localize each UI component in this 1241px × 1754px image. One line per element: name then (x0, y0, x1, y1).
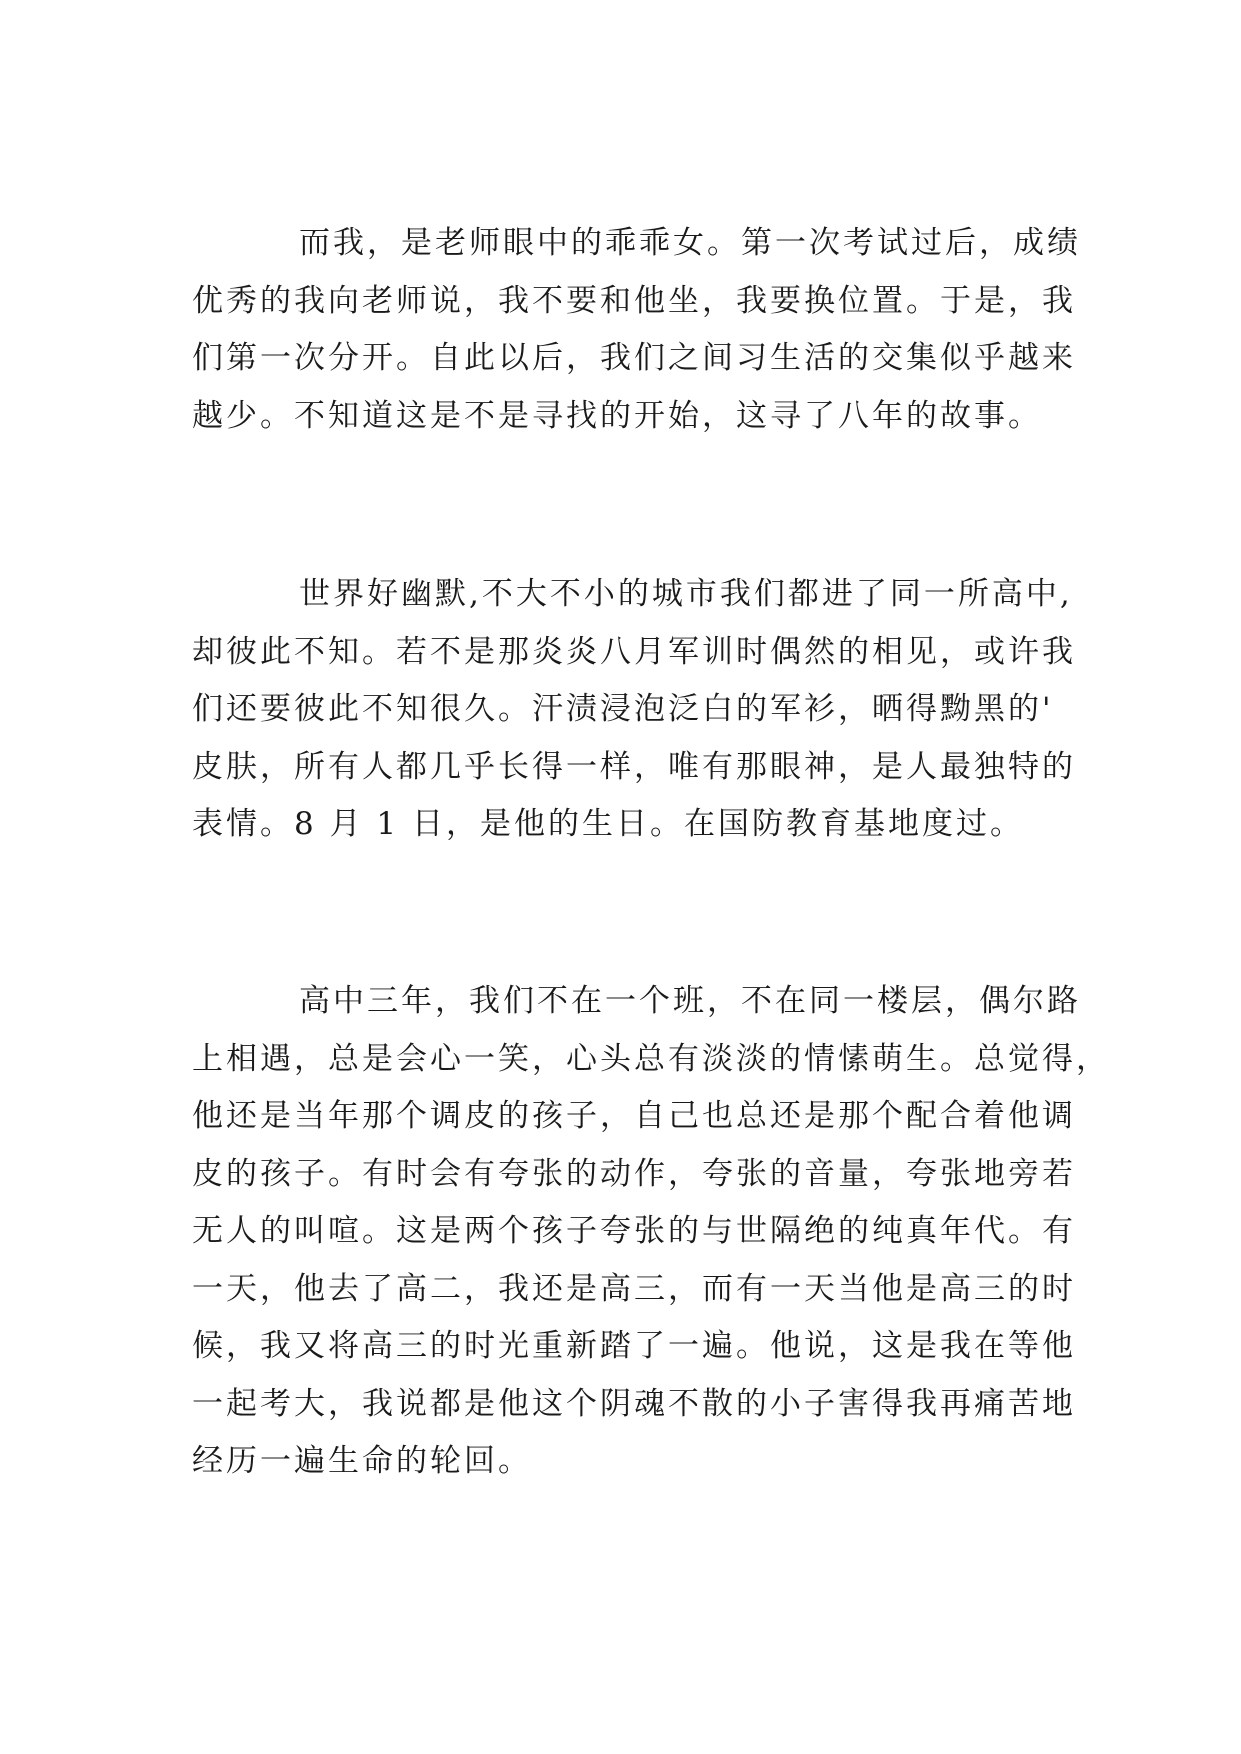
paragraph-line: 上相遇，总是会心一笑，心头总有淡淡的情愫萌生。总觉得， (192, 1040, 1110, 1077)
paragraph-line: 皮的孩子。有时会有夸张的动作，夸张的音量，夸张地旁若 (192, 1155, 1076, 1192)
paragraph-line: 越少。不知道这是不是寻找的开始，这寻了八年的故事。 (192, 397, 1042, 434)
paragraph-line: 而我，是老师眼中的乖乖女。第一次考试过后，成绩 (299, 225, 1081, 261)
paragraph-line: 经历一遍生命的轮回。 (192, 1443, 532, 1479)
paragraph-3 (192, 973, 1110, 1491)
paragraph-2 (192, 566, 1076, 854)
paragraph-1 (192, 215, 1081, 445)
paragraph-line: 一天，他去了高二，我还是高三，而有一天当他是高三的时 (192, 1270, 1076, 1307)
paragraph-line: 却彼此不知。若不是那炎炎八月军训时偶然的相见，或许我 (192, 633, 1076, 670)
paragraph-line: 高中三年，我们不在一个班，不在同一楼层，偶尔路 (299, 983, 1081, 1019)
paragraph-line: 们还要彼此不知很久。汗渍浸泡泛白的军衫，晒得黝黑的' (192, 691, 1054, 727)
paragraph-line: 世界好幽默,不大不小的城市我们都进了同一所高中, (299, 576, 1073, 612)
paragraph-line: 皮肤，所有人都几乎长得一样，唯有那眼神，是人最独特的 (192, 748, 1076, 785)
paragraph-line: 们第一次分开。自此以后，我们之间习生活的交集似乎越来 (192, 340, 1076, 376)
paragraph-line: 无人的叫喧。这是两个孩子夸张的与世隔绝的纯真年代。有 (192, 1213, 1076, 1249)
paragraph-line: 一起考大，我说都是他这个阴魂不散的小子害得我再痛苦地 (192, 1385, 1076, 1422)
paragraph-line: 优秀的我向老师说，我不要和他坐，我要换位置。于是，我 (192, 282, 1076, 319)
paragraph-line: 表情。8 月 1 日，是他的生日。在国防教育基地度过。 (192, 806, 1025, 842)
paragraph-line: 他还是当年那个调皮的孩子，自己也总还是那个配合着他调 (192, 1098, 1076, 1134)
paragraph-line: 候，我又将高三的时光重新踏了一遍。他说，这是我在等他 (192, 1328, 1076, 1364)
